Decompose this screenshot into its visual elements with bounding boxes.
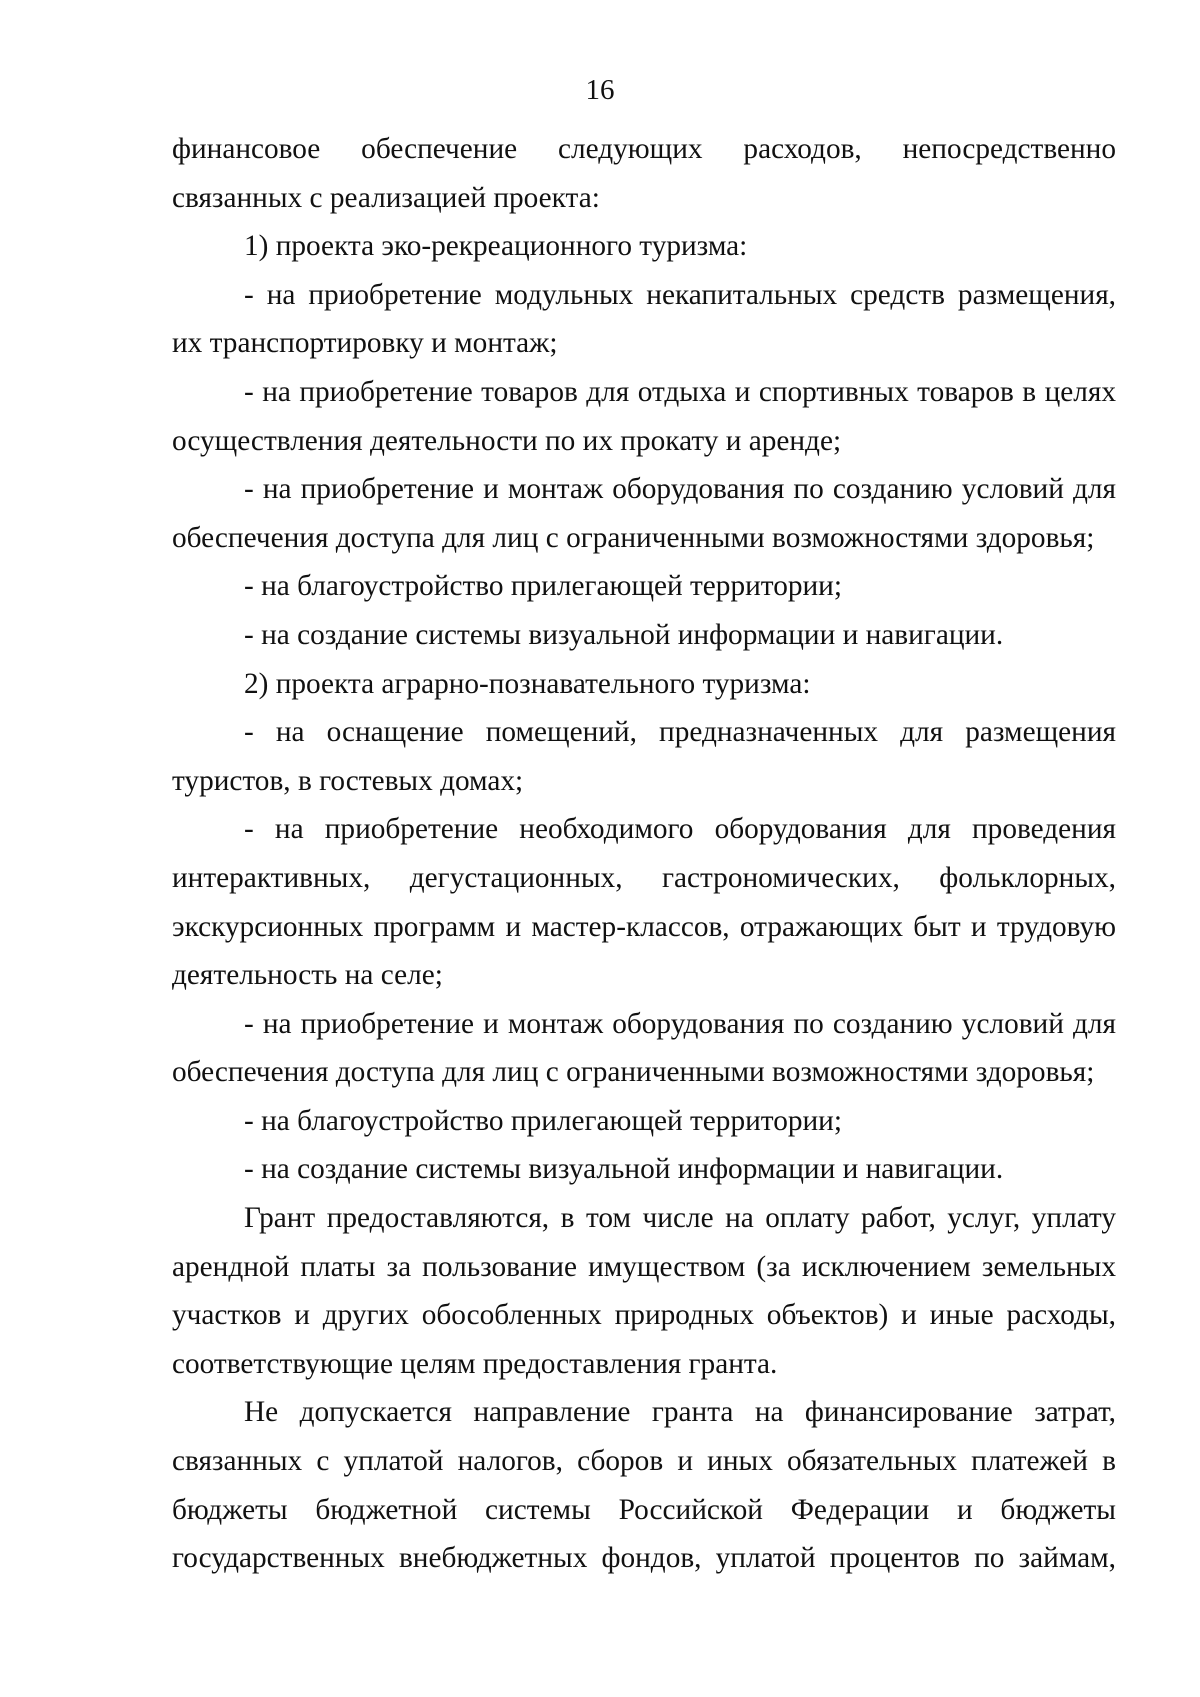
- document-body: [172, 125, 1116, 1583]
- paragraph: Не допускается направление гранта на финансирование затрат, связанных с уплатой налогов, сборов и иных обязательных платежей в бюджеты бюджетной системы Российской Федерации и бюджеты государственных внебюджетных фондов, уплатой процентов по займам,: [172, 1396, 1116, 1575]
- list-item: - на приобретение модульных некапитальных средств размещения, их транспортировку и монтаж;: [172, 278, 1116, 360]
- list-item: - на приобретение и монтаж оборудования по созданию условий для обеспечения доступа для лиц с ограниченными возможностями здоровья;: [172, 473, 1116, 554]
- paragraph: финансовое обеспечение следующих расходов, непосредственно связанных с реализацией проекта:: [172, 133, 1116, 214]
- list-item: - на создание системы визуальной информации и навигации.: [244, 618, 1004, 651]
- list-item: - на приобретение товаров для отдыха и спортивных товаров в целях осуществления деятельности по их прокату и аренде;: [172, 375, 1116, 457]
- list-item: - на приобретение необходимого оборудования для проведения интерактивных, дегустационных, гастрономических, фольклорных, экскурсионных программ и мастер-классов, отражающих быт и трудовую деятельность на селе;: [172, 813, 1116, 992]
- list-item: - на благоустройство прилегающей территории;: [244, 570, 842, 603]
- list-item: - на создание системы визуальной информации и навигации.: [244, 1153, 1004, 1186]
- list-heading: 2) проекта аграрно-познавательного туризма:: [244, 667, 811, 700]
- paragraph: Грант предоставляются, в том числе на оплату работ, услуг, уплату арендной платы за пользование имуществом (за исключением земельных участков и других обособленных природных объектов) и иные расходы, соответствующие целям предоставления гранта.: [172, 1202, 1116, 1380]
- page-number: 16: [585, 74, 615, 106]
- list-item: - на приобретение и монтаж оборудования по созданию условий для обеспечения доступа для лиц с ограниченными возможностями здоровья;: [172, 1007, 1116, 1089]
- list-item: - на благоустройство прилегающей территории;: [244, 1104, 842, 1137]
- list-heading: 1) проекта эко-рекреационного туризма:: [244, 230, 748, 263]
- list-item: - на оснащение помещений, предназначенных для размещения туристов, в гостевых домах;: [172, 716, 1116, 797]
